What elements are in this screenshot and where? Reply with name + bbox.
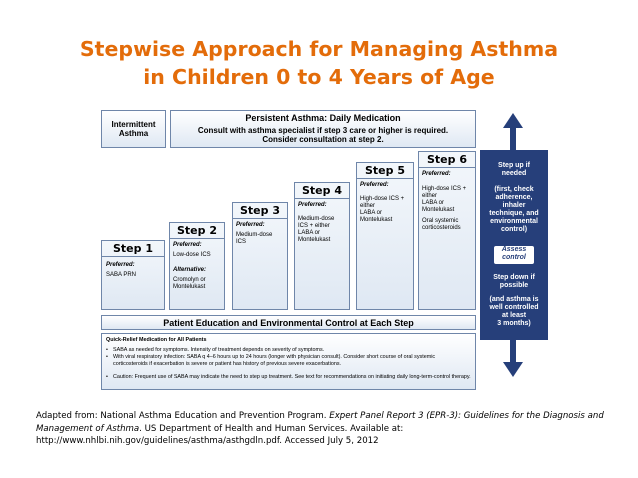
step-1-text: SABA PRN (106, 272, 137, 278)
step-4-label: Step 4 (302, 184, 342, 197)
step-1-preferred: Preferred: (106, 262, 135, 268)
step-6-label: Step 6 (427, 153, 467, 166)
step-5-label: Step 5 (365, 164, 405, 177)
quick-relief-title: Quick-Relief Medication for All Patients (106, 337, 207, 343)
step-1-label: Step 1 (113, 242, 153, 255)
intermittent-label: Intermittent Asthma (111, 120, 156, 138)
step-4-column (294, 182, 350, 310)
quick-relief-bullet-3: Caution: Frequent use of SABA may indicate the need to step up treatment. See text for recommendations on initiating daily long-term-control therapy. (113, 374, 471, 380)
bullet-3-icon: • (106, 374, 108, 380)
step-2-alternative-text: Cromolyn or Montelukast (173, 277, 206, 290)
step-2-label: Step 2 (177, 224, 217, 237)
persistent-title: Persistent Asthma: Daily Medication (245, 113, 401, 123)
step-2-text: Low-dose ICS (173, 252, 211, 258)
check-text: (first, check adherence, inhaler technique, and environmental control) (489, 186, 539, 233)
quick-relief-bullet-1: SABA as needed for symptoms. Intensity of treatment depends on severity of symptoms. (113, 347, 325, 353)
step-3-label: Step 3 (240, 204, 280, 217)
title-line-2: in Children 0 to 4 Years of Age (143, 65, 495, 89)
controlled-text: (and asthma is well controlled at least 3 months) (489, 296, 539, 327)
step-5-text: High-dose ICS + either LABA or Montelukast (360, 196, 405, 223)
step-3-column (232, 202, 288, 310)
citation-footer (36, 410, 632, 448)
bullet-1-icon: • (106, 347, 108, 353)
step-4-preferred: Preferred: (298, 202, 327, 208)
assess-control-box: Assess control (494, 246, 534, 264)
citation-title: Expert Panel Report 3 (EPR-3): Guidelines for the Diagnosis and Management of Asthma (36, 411, 604, 434)
step-6-extra: Oral systemic corticosteroids (422, 218, 461, 231)
step-3-preferred: Preferred: (236, 222, 265, 228)
quick-relief-box (101, 333, 476, 390)
persistent-box (170, 110, 476, 148)
step-1-column (101, 240, 165, 310)
step-down-text: Step down if possible (493, 274, 535, 289)
persistent-line-2: Consider consultation at step 2. (262, 135, 384, 144)
step-6-text: High-dose ICS + either LABA or Montelukast (422, 186, 467, 213)
step-up-text: Step up if needed (498, 162, 530, 177)
step-2-alternative-label: Alternative: (173, 267, 207, 273)
step-4-text: Medium-dose ICS + either LABA or Montelukast (298, 216, 335, 243)
step-5-preferred: Preferred: (360, 182, 389, 188)
quick-relief-bullet-2: With viral respiratory infection: SABA q 4–6 hours up to 24 hours (longer with physician consult). Consider short course of oral systemic corticosteroids if exacerbation is severe or patient has history of previous severe exacerbations. (113, 354, 436, 367)
step-3-text: Medium-dose ICS (236, 232, 273, 245)
intermittent-box (101, 110, 166, 148)
citation-part-2: . US Department of Health and Human Services. Available at: http://www.nhlbi.nih.gov/guidelines/asthma/asthgdln.pdf. Accessed July 5, 2012 (36, 423, 404, 446)
step-2-column (169, 222, 225, 310)
persistent-line-1: Consult with asthma specialist if step 3 care or higher is required. (197, 126, 449, 135)
title-line-1: Stepwise Approach for Managing Asthma (79, 37, 559, 61)
assess-control-panel (480, 150, 548, 340)
education-bar (101, 315, 476, 330)
step-2-preferred: Preferred: (173, 242, 202, 248)
step-6-preferred: Preferred: (422, 171, 451, 177)
step-5-column (356, 162, 414, 310)
bullet-2-icon: • (106, 354, 108, 360)
step-6-column (418, 151, 476, 310)
citation-part-1: Adapted from: National Asthma Education and Prevention Program. (36, 411, 330, 421)
education-text: Patient Education and Environmental Control at Each Step (163, 318, 414, 328)
